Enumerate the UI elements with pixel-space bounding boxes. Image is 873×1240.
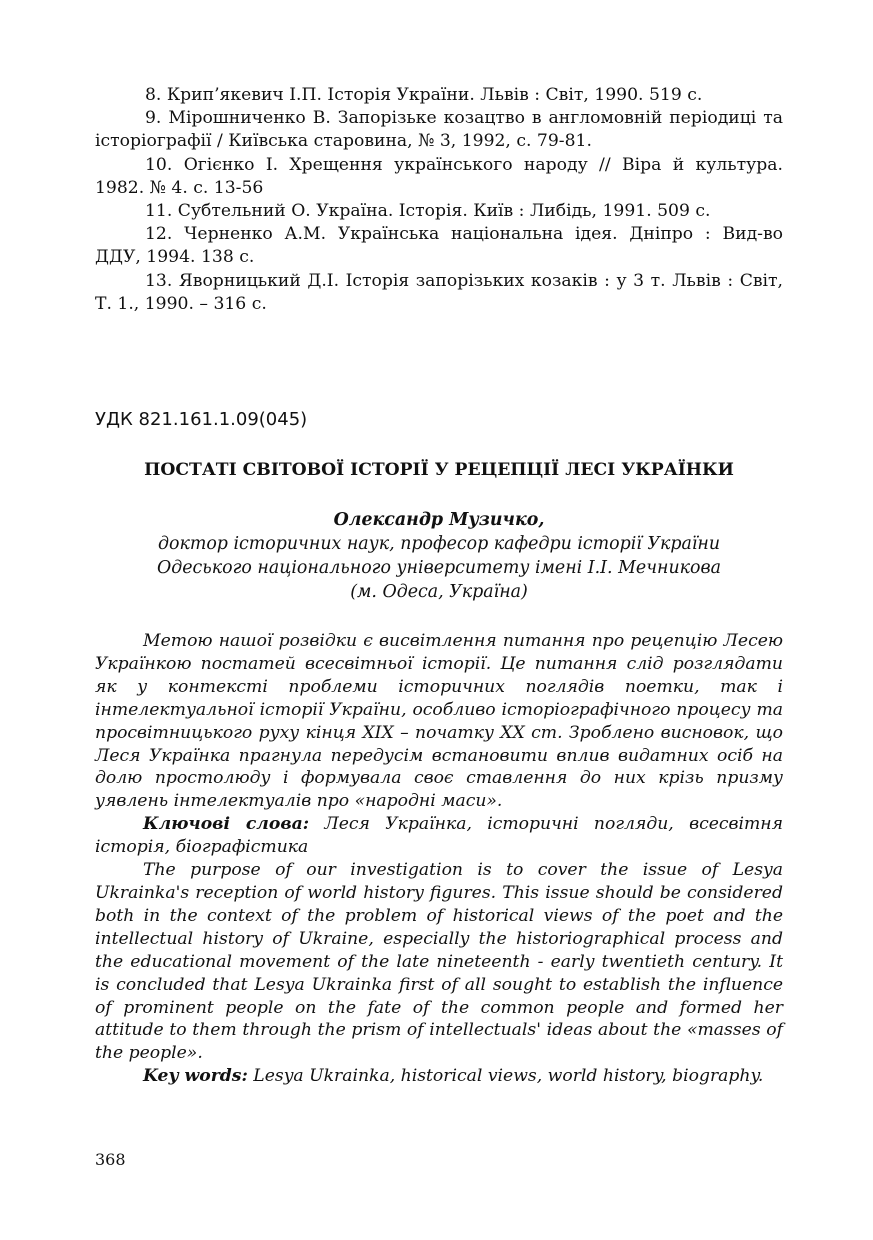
keywords-text: Леся Українка, історичні погляди, всесвітня історія, біографістика [95,814,783,858]
author-info [95,508,783,604]
reference-item: 12. Черненко А.М. Українська національна ідея. Дніпро : Вид-во ДДУ, 1994. 138 с. [95,224,783,268]
author-location: (м. Одеса, Україна) [350,582,528,602]
keywords-ukrainian [95,813,783,859]
reference-item: 8. Крип’якевич І.П. Історія України. Львів : Світ, 1990. 519 с. [145,85,703,105]
keywords-label: Ключові слова: [143,814,310,835]
reference-item: 13. Яворницький Д.І. Історія запорізьких козаків : у 3 т. Львів : Світ, Т. 1., 1990. – 316 с. [95,270,783,314]
abstract-section [95,630,783,1088]
keywords-english [95,1065,783,1088]
reference-item: 10. Огієнко І. Хрещення українського народу // Віра й культура. 1982. № 4. с. 13-56 [95,154,783,198]
abstract-ukrainian: Метою нашої розвідки є висвітлення питання про рецепцію Лесею Українкою постатей всесвітньої історії. Це питання слід розглядати як у контексті проблеми історичних поглядів поетки, так і інтелектуальної історії України, особливо історіографічного процесу та просвітницького руху кінця ХІХ – початку ХХ ст. Зроблено висновок, що Леся Українка прагнула передусім встановити вплив видатних осіб на долю простолюду і формувала своє ставлення до них крізь призму уявлень інтелектуалів про «народні маси». [95,631,783,812]
author-name: Олександр Музичко, [333,510,545,530]
udk-code: УДК 821.161.1.09(045) [95,409,308,430]
reference-list [95,84,783,316]
keywords-label: Key words: [143,1066,248,1087]
reference-item: 9. Мірошниченко В. Запорізьке козацтво в англомовній періодиці та історіографії / Київська старовина, № 3, 1992, с. 79-81. [95,108,783,152]
page-number: 368 [95,1150,126,1169]
keywords-text: Lesya Ukrainka, historical views, world history, biography. [247,1066,764,1087]
author-university: Одеського національного університету імені І.І. Мечникова [156,558,722,578]
abstract-english: The purpose of our investigation is to cover the issue of Lesya Ukrainka's reception of world history figures. This issue should be considered both in the context of the problem of historical views of the poet and the intellectual history of Ukraine, especially the historiographical process and the educational movement of the late nineteenth - early twentieth century. It is concluded that Lesya Ukrainka first of all sought to establish the influence of prominent people on the fate of the common people and formed her attitude to them through the prism of intellectuals' ideas about the «masses of the people». [95,860,783,1064]
reference-item: 11. Субтельний О. Україна. Історія. Київ : Либідь, 1991. 509 с. [145,201,711,222]
author-position: доктор історичних наук, професор кафедри історії України [157,534,721,554]
article-title: ПОСТАТІ СВІТОВОЇ ІСТОРІЇ У РЕЦЕПЦІЇ ЛЕСІ УКРАЇНКИ [144,460,734,480]
